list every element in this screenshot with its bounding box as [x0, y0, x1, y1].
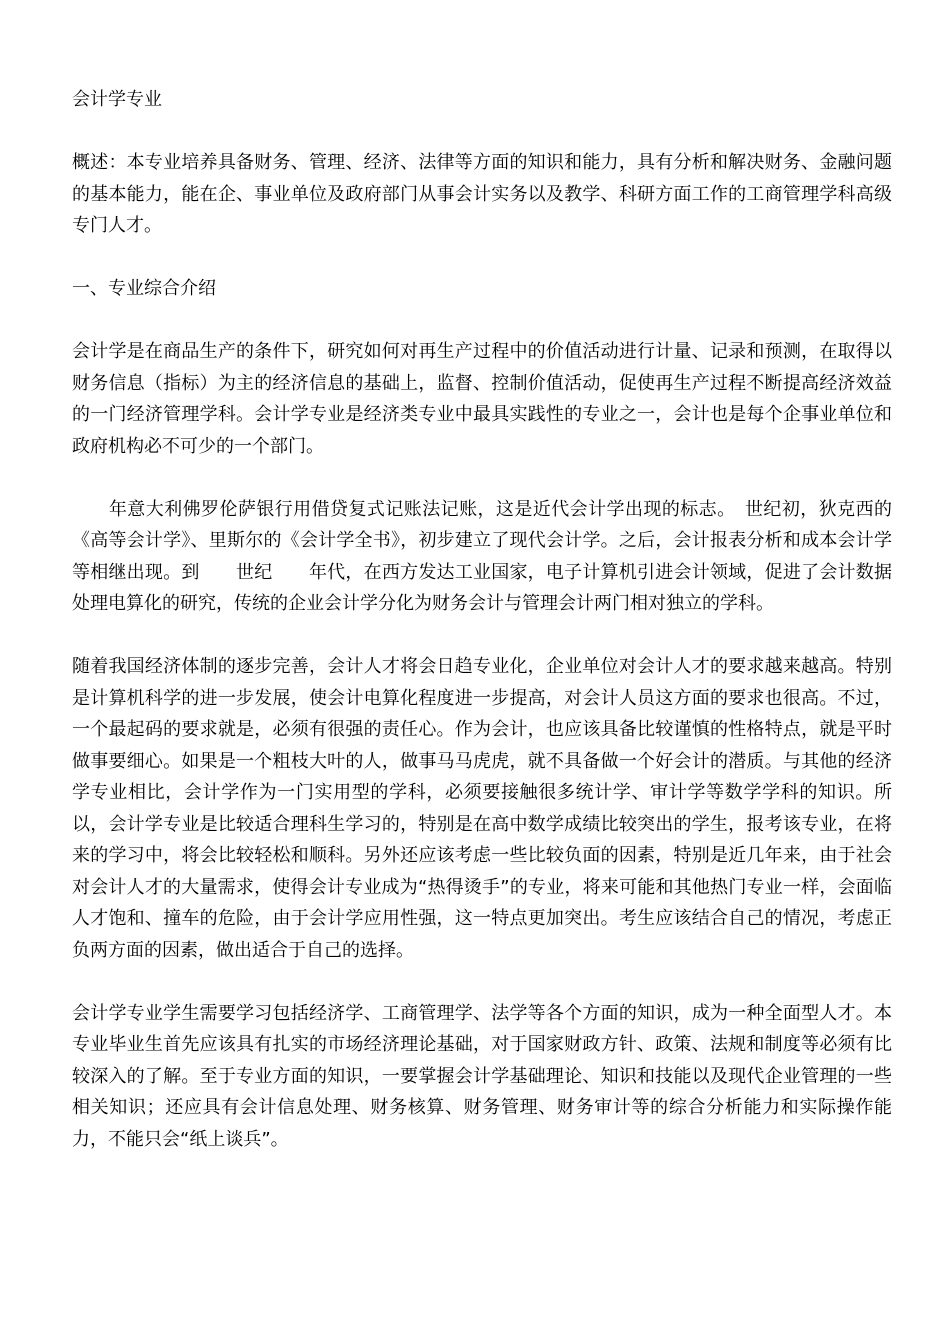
paragraph-spacer [72, 242, 892, 274]
document-page [72, 84, 892, 1155]
paragraph-spacer [72, 966, 892, 998]
document-title: 会计学专业 [72, 89, 162, 110]
section-heading: 一、专业综合介绍 [72, 278, 216, 299]
overview-paragraph: 概述：本专业培养具备财务、管理、经济、法律等方面的知识和能力，具有分析和解决财务、金融问题的基本能力，能在企、事业单位及政府部门从事会计实务以及教学、科研方面工作的工商管理学科高级专门人才。 [72, 152, 892, 236]
paragraph-spacer [72, 116, 892, 148]
paragraph-spacer [72, 462, 892, 494]
body-paragraph-3: 随着我国经济体制的逐步完善，会计人才将会日趋专业化，企业单位对会计人才的要求越来越高。特别是计算机科学的进一步发展，使会计电算化程度进一步提高，对会计人员这方面的要求也很高。不过，一个最起码的要求就是，必须有很强的责任心。作为会计，也应该具备比较谨慎的性格特点，就是平时做事要细心。如果是一个粗枝大叶的人，做事马马虎虎，就不具备做一个好会计的潜质。与其他的经济学专业相比，会计学作为一门实用型的学科，必须要接触很多统计学、审计学等数学学科的知识。所以，会计学专业是比较适合理科生学习的，特别是在高中数学成绩比较突出的学生，报考该专业，在将来的学习中，将会比较轻松和顺科。另外还应该考虑一些比较负面的因素，特别是近几年来，由于社会对会计人才的大量需求，使得会计专业成为“热得烫手”的专业，将来可能和其他热门专业一样，会面临人才饱和、撞车的危险，由于会计学应用性强，这一特点更加突出。考生应该结合自己的情况，考虑正负两方面的因素，做出适合于自己的选择。 [72, 656, 892, 961]
paragraph-spacer [72, 620, 892, 652]
body-paragraph-4: 会计学专业学生需要学习包括经济学、工商管理学、法学等各个方面的知识，成为一种全面型人才。本专业毕业生首先应该具有扎实的市场经济理论基础，对于国家财政方针、政策、法规和制度等必须有比较深入的了解。至于专业方面的知识，一要掌握会计学基础理论、知识和技能以及现代企业管理的一些相关知识；还应具有会计信息处理、财务核算、财务管理、财务审计等的综合分析能力和实际操作能力，不能只会“纸上谈兵”。 [72, 1002, 892, 1150]
body-paragraph-2: 年意大利佛罗伦萨银行用借贷复式记账法记账，这是近代会计学出现的标志。 世纪初，狄克西的《高等会计学》、里斯尔的《会计学全书》，初步建立了现代会计学。之后，会计报表分析和成本会计学等相继出现。到 世纪 年代，在西方发达工业国家，电子计算机引进会计领域，促进了会计数据处理电算化的研究，传统的企业会计学分化为财务会计与管理会计两门相对独立的学科。 [72, 498, 892, 614]
paragraph-spacer [72, 305, 892, 337]
body-paragraph-1: 会计学是在商品生产的条件下，研究如何对再生产过程中的价值活动进行计量、记录和预测，在取得以财务信息（指标）为主的经济信息的基础上，监督、控制价值活动，促使再生产过程不断提高经济效益的一门经济管理学科。会计学专业是经济类专业中最具实践性的专业之一，会计也是每个企事业单位和政府机构必不可少的一个部门。 [72, 341, 892, 457]
